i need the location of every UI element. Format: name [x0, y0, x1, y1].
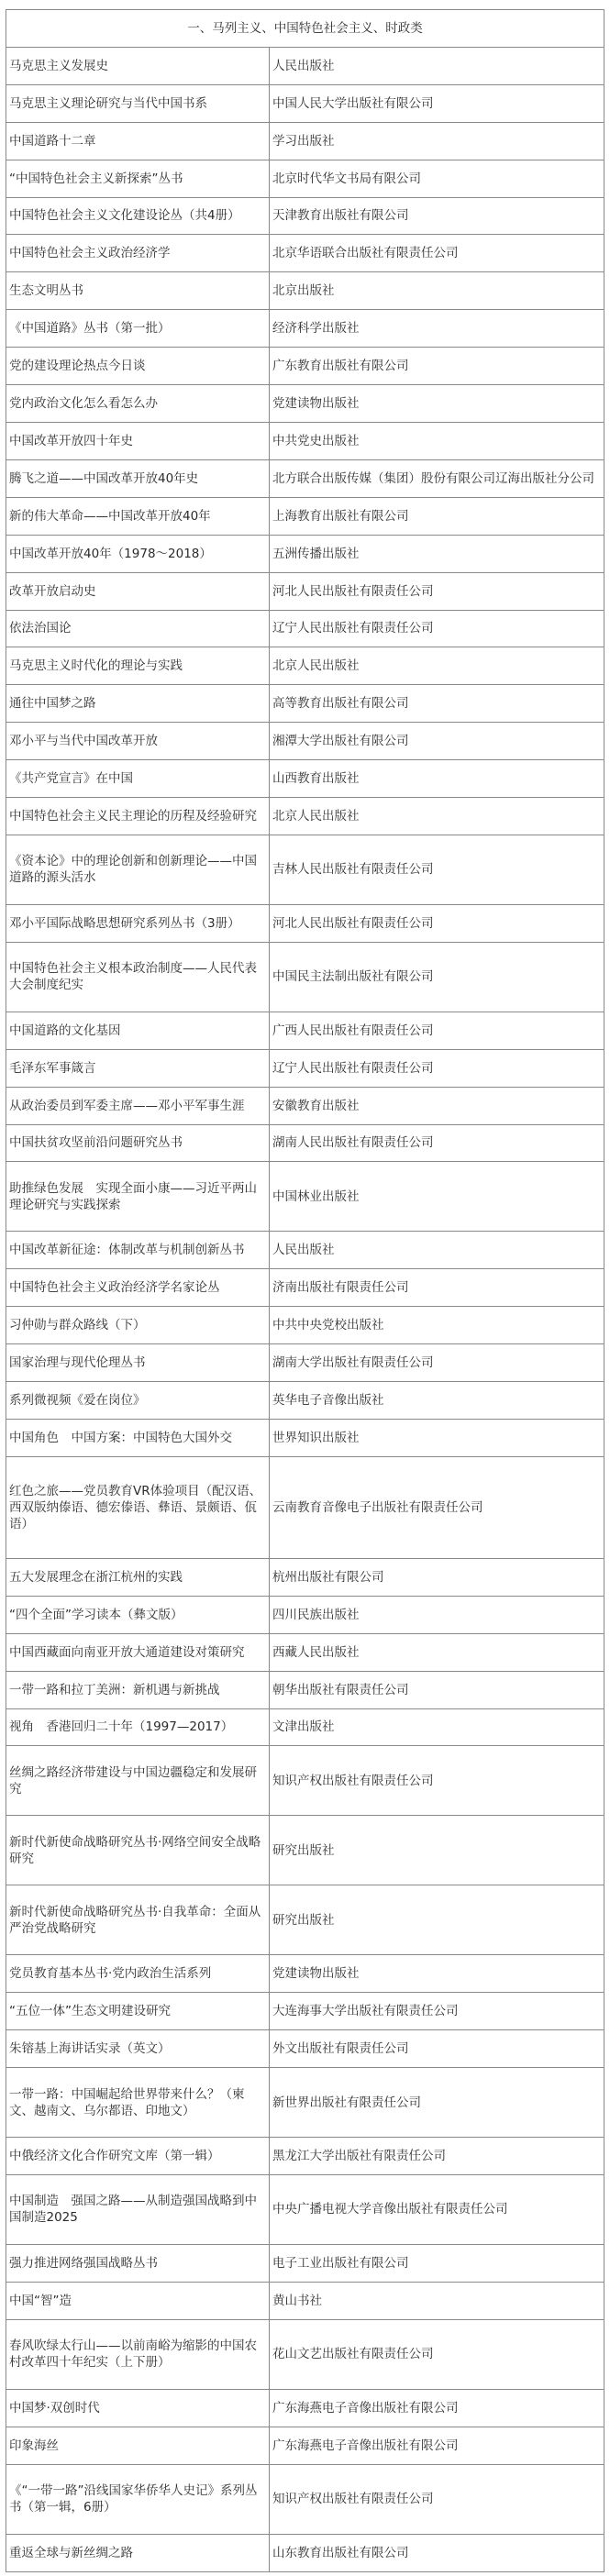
table-row: [6, 1087, 604, 1124]
book-title-cell: 中国改革开放四十年史: [6, 422, 270, 459]
book-title-cell: 一带一路和拉丁美洲：新机遇与新挑战: [6, 1671, 270, 1708]
publisher-cell: 大连海事大学出版社有限责任公司: [270, 1993, 604, 2030]
book-title-cell: 改革开放启动史: [6, 572, 270, 610]
table-row: [6, 1456, 604, 1558]
publisher-cell: 经济科学出版社: [270, 310, 604, 348]
publisher-cell: 黄山书社: [270, 2282, 604, 2319]
book-title-cell: 党员教育基本丛书·党内政治生活系列: [6, 1955, 270, 1993]
table-row: [6, 272, 604, 310]
book-title-cell: 中国特色社会主义文化建设论丛（共4册）: [6, 197, 270, 235]
table-row: [6, 1307, 604, 1344]
book-title-cell: 重返全球与新丝绸之路: [6, 2534, 270, 2571]
table-row: [6, 1382, 604, 1420]
table-row: [6, 385, 604, 423]
table-row: [6, 2534, 604, 2571]
book-title-cell: 毛泽东军事箴言: [6, 1049, 270, 1087]
publisher-cell: 世界知识出版社: [270, 1419, 604, 1456]
table-row: [6, 1344, 604, 1382]
book-title-cell: 通往中国梦之路: [6, 685, 270, 723]
book-title-cell: 邓小平与当代中国改革开放: [6, 723, 270, 760]
publisher-cell: 黑龙江大学出版社有限责任公司: [270, 2138, 604, 2175]
publisher-cell: 北京时代华文书局有限公司: [270, 160, 604, 197]
table-row: [6, 1232, 604, 1269]
table-row: [6, 422, 604, 459]
table-row: [6, 2464, 604, 2534]
table-row: [6, 535, 604, 572]
publisher-cell: 西藏人民出版社: [270, 1633, 604, 1671]
table-row: [6, 2389, 604, 2427]
book-title-cell: 《“一带一路”沿线国家华侨华人史记》系列丛书（第一辑，6册）: [6, 2464, 270, 2534]
publisher-cell: 电子工业出版社有限公司: [270, 2244, 604, 2282]
publisher-cell: 济南出版社有限责任公司: [270, 1269, 604, 1307]
table-row: [6, 1708, 604, 1746]
publisher-cell: 人民出版社: [270, 47, 604, 84]
table-row: [6, 160, 604, 197]
publisher-cell: 云南教育音像电子出版社有限责任公司: [270, 1456, 604, 1558]
table-row: [6, 348, 604, 385]
publisher-cell: 安徽教育出版社: [270, 1087, 604, 1124]
table-row: [6, 1816, 604, 1885]
publisher-cell: 山西教育出版社: [270, 760, 604, 798]
book-title-cell: 新时代新使命战略研究丛书·网络空间安全战略研究: [6, 1816, 270, 1885]
publisher-cell: 知识产权出版社有限责任公司: [270, 2464, 604, 2534]
table-row: [6, 904, 604, 942]
book-title-cell: 中国道路十二章: [6, 122, 270, 160]
book-title-cell: 依法治国论: [6, 610, 270, 647]
table-row: [6, 2319, 604, 2389]
book-list-body: [6, 10, 604, 2572]
publisher-cell: 辽宁人民出版社有限责任公司: [270, 610, 604, 647]
book-title-cell: 系列微视频《爱在岗位》: [6, 1382, 270, 1420]
publisher-cell: 广东海燕电子音像出版社有限公司: [270, 2427, 604, 2464]
table-row: [6, 2282, 604, 2319]
book-title-cell: 腾飞之道——中国改革开放40年史: [6, 459, 270, 497]
table-row: [6, 1162, 604, 1232]
table-row: [6, 942, 604, 1012]
book-title-cell: 助推绿色发展 实现全面小康——习近平两山理论研究与实践探索: [6, 1162, 270, 1232]
book-title-cell: 中国特色社会主义政治经济学: [6, 235, 270, 272]
book-title-cell: 中俄经济文化合作研究文库（第一辑）: [6, 2138, 270, 2175]
book-title-cell: 马克思主义发展史: [6, 47, 270, 84]
publisher-cell: 花山文艺出版社有限责任公司: [270, 2319, 604, 2389]
book-title-cell: 中国特色社会主义政治经济学名家论丛: [6, 1269, 270, 1307]
table-row: [6, 1633, 604, 1671]
book-title-cell: 《中国道路》丛书（第一批）: [6, 310, 270, 348]
book-title-cell: 习仲勋与群众路线（下）: [6, 1307, 270, 1344]
book-title-cell: 生态文明丛书: [6, 272, 270, 310]
table-row: [6, 2244, 604, 2282]
publisher-cell: 新世界出版社有限责任公司: [270, 2068, 604, 2138]
publisher-cell: 党建读物出版社: [270, 1955, 604, 1993]
book-title-cell: 从政治委员到军委主席——邓小平军事生涯: [6, 1087, 270, 1124]
publisher-cell: 北方联合出版传媒（集团）股份有限公司辽海出版社分公司: [270, 459, 604, 497]
book-title-cell: 中国特色社会主义根本政治制度——人民代表大会制度纪实: [6, 942, 270, 1012]
table-row: [6, 2068, 604, 2138]
book-title-cell: 中国梦·双创时代: [6, 2389, 270, 2427]
table-row: [6, 1955, 604, 1993]
book-title-cell: 邓小平国际战略思想研究系列丛书（3册）: [6, 904, 270, 942]
book-title-cell: 中国特色社会主义民主理论的历程及经验研究: [6, 798, 270, 835]
book-title-cell: 红色之旅——党员教育VR体验项目（配汉语、西双版纳傣语、德宏傣语、彝语、景颇语、佤语）: [6, 1456, 270, 1558]
table-row: [6, 2030, 604, 2068]
publisher-cell: 五洲传播出版社: [270, 535, 604, 572]
book-title-cell: 党的建设理论热点今日谈: [6, 348, 270, 385]
book-title-cell: 视角 香港回归二十年（1997—2017）: [6, 1708, 270, 1746]
publisher-cell: 吉林人民出版社有限责任公司: [270, 835, 604, 904]
table-row: [6, 2427, 604, 2464]
book-title-cell: 朱镕基上海讲话实录（英文）: [6, 2030, 270, 2068]
table-row: [6, 723, 604, 760]
table-row: [6, 122, 604, 160]
section-heading: 一、马列主义、中国特色社会主义、时政类: [6, 10, 604, 48]
book-title-cell: 新时代新使命战略研究丛书·自我革命：全面从严治党战略研究: [6, 1885, 270, 1955]
table-row: [6, 2175, 604, 2245]
table-row: [6, 610, 604, 647]
table-row: [6, 1124, 604, 1162]
book-title-cell: 印象海丝: [6, 2427, 270, 2464]
book-title-cell: 中国“智”造: [6, 2282, 270, 2319]
book-title-cell: 新的伟大革命——中国改革开放40年: [6, 497, 270, 535]
table-row: [6, 47, 604, 84]
table-row: [6, 1596, 604, 1633]
book-title-cell: 中国西藏面向南亚开放大通道建设对策研究: [6, 1633, 270, 1671]
table-row: [6, 1419, 604, 1456]
publisher-cell: 河北人民出版社有限责任公司: [270, 904, 604, 942]
table-row: [6, 1049, 604, 1087]
publisher-cell: 英华电子音像出版社: [270, 1382, 604, 1420]
table-row: [6, 459, 604, 497]
table-row: [6, 685, 604, 723]
table-row: [6, 835, 604, 904]
book-title-cell: 《资本论》中的理论创新和创新理论——中国道路的源头活水: [6, 835, 270, 904]
book-title-cell: 春风吹绿太行山——以前南峪为缩影的中国农村改革四十年纪实（上下册）: [6, 2319, 270, 2389]
publisher-cell: 外文出版社有限责任公司: [270, 2030, 604, 2068]
book-title-cell: 中国改革开放40年（1978～2018）: [6, 535, 270, 572]
book-title-cell: “中国特色社会主义新探索”丛书: [6, 160, 270, 197]
book-title-cell: “四个全面”学习读本（彝文版）: [6, 1596, 270, 1633]
publisher-cell: 中国林业出版社: [270, 1162, 604, 1232]
publisher-cell: 研究出版社: [270, 1885, 604, 1955]
publisher-cell: 人民出版社: [270, 1232, 604, 1269]
book-title-cell: 《共产党宣言》在中国: [6, 760, 270, 798]
publisher-cell: 知识产权出版社有限责任公司: [270, 1746, 604, 1816]
table-row: [6, 572, 604, 610]
publisher-cell: 中国人民大学出版社有限公司: [270, 84, 604, 122]
publisher-cell: 四川民族出版社: [270, 1596, 604, 1633]
table-row: [6, 1746, 604, 1816]
publisher-cell: 北京华语联合出版社有限责任公司: [270, 235, 604, 272]
table-row: [6, 1558, 604, 1596]
table-row: [6, 1885, 604, 1955]
table-row: [6, 798, 604, 835]
publisher-cell: 中共党史出版社: [270, 422, 604, 459]
table-row: [6, 84, 604, 122]
table-row: [6, 647, 604, 685]
book-title-cell: “五位一体”生态文明建设研究: [6, 1993, 270, 2030]
table-row: [6, 1012, 604, 1049]
book-title-cell: 强力推进网络强国战略丛书: [6, 2244, 270, 2282]
publisher-cell: 上海教育出版社有限公司: [270, 497, 604, 535]
book-title-cell: 五大发展理念在浙江杭州的实践: [6, 1558, 270, 1596]
section-heading-row: [6, 10, 604, 48]
table-row: [6, 197, 604, 235]
publisher-cell: 朝华出版社有限责任公司: [270, 1671, 604, 1708]
publisher-cell: 研究出版社: [270, 1816, 604, 1885]
publisher-cell: 湘潭大学出版社有限公司: [270, 723, 604, 760]
publisher-cell: 湖南人民出版社有限责任公司: [270, 1124, 604, 1162]
table-row: [6, 235, 604, 272]
table-row: [6, 760, 604, 798]
publisher-cell: 天津教育出版社有限公司: [270, 197, 604, 235]
publisher-cell: 学习出版社: [270, 122, 604, 160]
publisher-cell: 杭州出版社有限公司: [270, 1558, 604, 1596]
publisher-cell: 河北人民出版社有限责任公司: [270, 572, 604, 610]
publisher-cell: 中央广播电视大学音像出版社有限责任公司: [270, 2175, 604, 2245]
table-row: [6, 1269, 604, 1307]
publisher-cell: 党建读物出版社: [270, 385, 604, 423]
publisher-cell: 湖南大学出版社有限责任公司: [270, 1344, 604, 1382]
publisher-cell: 北京出版社: [270, 272, 604, 310]
book-title-cell: 中国角色 中国方案：中国特色大国外交: [6, 1419, 270, 1456]
publisher-cell: 广东海燕电子音像出版社有限公司: [270, 2389, 604, 2427]
table-row: [6, 497, 604, 535]
book-title-cell: 中国制造 强国之路——从制造强国战略到中国制造2025: [6, 2175, 270, 2245]
book-title-cell: 丝绸之路经济带建设与中国边疆稳定和发展研究: [6, 1746, 270, 1816]
publisher-cell: 广西人民出版社有限责任公司: [270, 1012, 604, 1049]
publisher-cell: 中国民主法制出版社有限公司: [270, 942, 604, 1012]
publisher-cell: 北京人民出版社: [270, 798, 604, 835]
publisher-cell: 中共中央党校出版社: [270, 1307, 604, 1344]
table-row: [6, 2138, 604, 2175]
publisher-cell: 辽宁人民出版社有限责任公司: [270, 1049, 604, 1087]
book-title-cell: 马克思主义理论研究与当代中国书系: [6, 84, 270, 122]
publisher-cell: 山东教育出版社有限公司: [270, 2534, 604, 2571]
publisher-cell: 北京人民出版社: [270, 647, 604, 685]
book-title-cell: 中国改革新征途：体制改革与机制创新丛书: [6, 1232, 270, 1269]
publisher-cell: 文津出版社: [270, 1708, 604, 1746]
book-title-cell: 马克思主义时代化的理论与实践: [6, 647, 270, 685]
book-title-cell: 中国道路的文化基因: [6, 1012, 270, 1049]
book-title-cell: 中国扶贫攻坚前沿问题研究丛书: [6, 1124, 270, 1162]
book-title-cell: 国家治理与现代伦理丛书: [6, 1344, 270, 1382]
book-title-cell: 一带一路：中国崛起给世界带来什么？（柬文、越南文、乌尔都语、印地文）: [6, 2068, 270, 2138]
publisher-cell: 广东教育出版社有限公司: [270, 348, 604, 385]
publisher-cell: 高等教育出版社有限公司: [270, 685, 604, 723]
table-row: [6, 1993, 604, 2030]
table-row: [6, 1671, 604, 1708]
book-list-table: [6, 9, 604, 2572]
table-row: [6, 310, 604, 348]
book-title-cell: 党内政治文化怎么看怎么办: [6, 385, 270, 423]
